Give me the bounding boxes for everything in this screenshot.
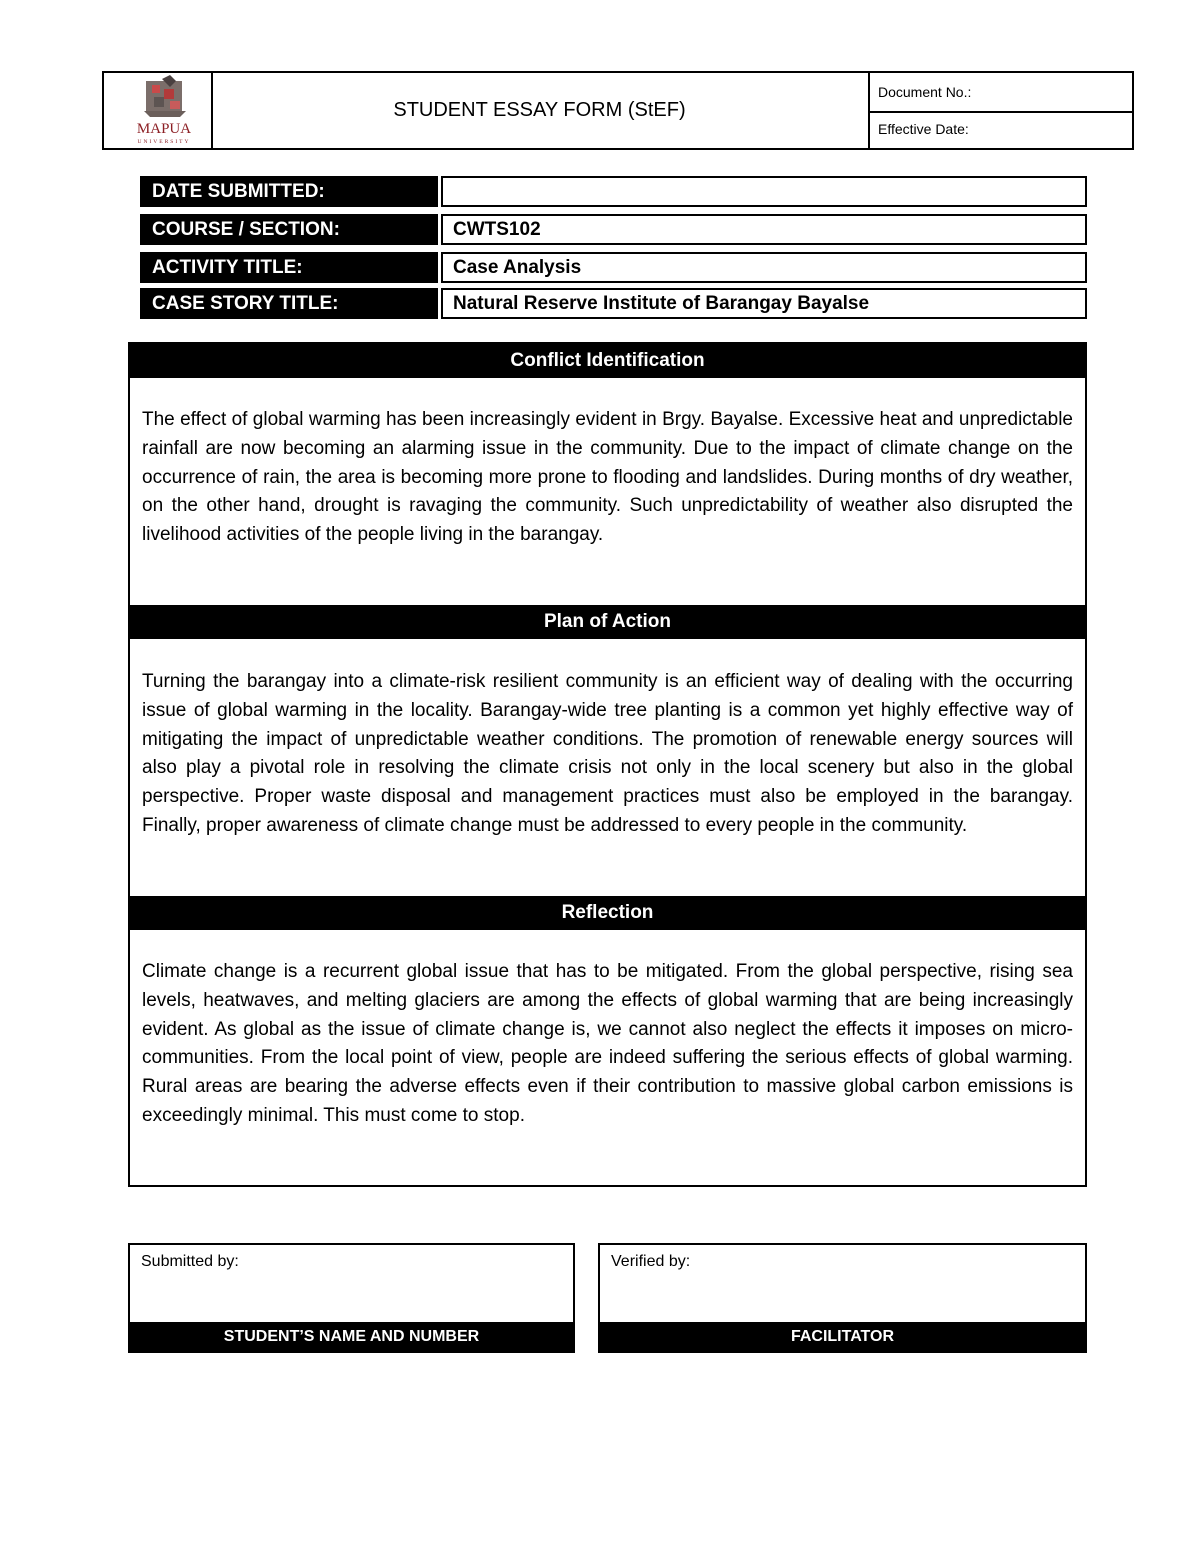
- date-submitted-field[interactable]: [441, 176, 1087, 207]
- form-title: STUDENT ESSAY FORM (StEF): [211, 73, 870, 148]
- date-submitted-label: DATE SUBMITTED:: [140, 176, 438, 207]
- form-header: [102, 71, 1134, 150]
- student-name-number-footer: STUDENT’S NAME AND NUMBER: [130, 1322, 573, 1351]
- essay-box: [128, 342, 1087, 1187]
- plan-of-action-text: Turning the barangay into a climate-risk resilient community is an efficient way of dealing with the occurring issue of global warming in the locality. Barangay-wide tree planting is a common yet highly effective way of mitigating the impact of unpredictable weather conditions. The promotion of renewable energy sources will also play a pivotal role in resolving the climate crisis not only in the local scenery but also in the global perspective. Proper waste disposal and management practices must also be employed in the barangay. Finally, proper awareness of climate change must be addressed to every people in the community.: [142, 671, 1073, 836]
- course-section-field[interactable]: CWTS102: [441, 214, 1087, 245]
- conflict-identification-heading: Conflict Identification: [130, 344, 1085, 378]
- logo-text: MAPUA: [136, 121, 192, 137]
- plan-of-action-heading: Plan of Action: [130, 605, 1085, 639]
- document-meta: [868, 73, 1132, 148]
- course-section-label: COURSE / SECTION:: [140, 214, 438, 245]
- activity-title-label: ACTIVITY TITLE:: [140, 252, 438, 283]
- activity-title-field[interactable]: Case Analysis: [441, 252, 1087, 283]
- verified-by-label: Verified by:: [611, 1253, 691, 1270]
- case-story-title-field[interactable]: Natural Reserve Institute of Barangay Bayalse: [441, 288, 1087, 319]
- submitted-by-box[interactable]: [128, 1243, 575, 1353]
- logo-subtext: UNIVERSITY: [137, 139, 191, 145]
- conflict-identification-text: The effect of global warming has been increasingly evident in Brgy. Bayalse. Excessive heat and unpredictable rainfall are now becoming an alarming issue in the community. Due to the impact of climate change on the occurrence of rain, the area is becoming more prone to flooding and landslides. During months of dry weather, on the other hand, drought is ravaging the community. Such unpredictability of weather also disrupted the livelihood activities of the people living in the barangay.: [142, 409, 1073, 546]
- case-story-title-label: CASE STORY TITLE:: [140, 288, 438, 319]
- document-no-label: Document No.:: [868, 73, 1132, 113]
- reflection-heading: Reflection: [130, 896, 1085, 930]
- facilitator-footer: FACILITATOR: [600, 1322, 1085, 1351]
- reflection-text: Climate change is a recurrent global issue that has to be mitigated. From the global perspective, rising sea levels, heatwaves, and melting glaciers are among the effects of global warming that are being increasingly evident. As global as the issue of climate change is, we cannot also neglect the effects it imposes on micro-communities. From the local point of view, people are indeed suffering the serious effects of global warming. Rural areas are bearing the adverse effects even if their contribution to massive global carbon emissions is exceedingly minimal. This must come to stop.: [142, 961, 1073, 1126]
- logo-cell: [104, 73, 213, 148]
- university-logo: [104, 73, 209, 148]
- verified-by-box[interactable]: [598, 1243, 1087, 1353]
- submitted-by-label: Submitted by:: [141, 1253, 239, 1270]
- effective-date-label: Effective Date:: [878, 121, 969, 138]
